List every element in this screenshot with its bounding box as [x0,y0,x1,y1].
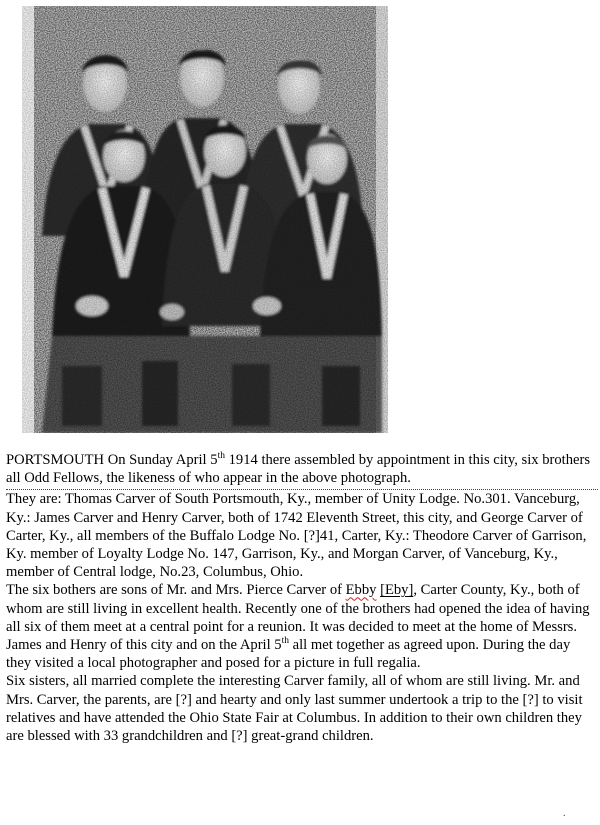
photograph-image [22,6,388,433]
intro-part-3: six brothers all Odd Fellows, the likeness of who appear in the above photograph. [6,452,591,487]
bracketed-correction: [Eby] [380,582,414,599]
parents-part-2: , Carter County, Ky., both of whom are still living in excellent health. Recently one of the brothers had opened the idea of having all six of them meet at a central point for a reunion. It was decided to meet at the home of Messrs. James and Henry of this city and on the April 5 [6,582,590,654]
ordinal-suffix: th [217,451,225,462]
paragraph-parents [6,581,598,672]
group-photograph [22,6,388,433]
paragraph-intro [6,451,598,487]
parents-part-3: all met together as agreed upon. During the day they visited a local photographer and posed for a picture in full regalia. [6,637,571,672]
intro-part-1: PORTSMOUTH On Sunday April 5 [6,452,218,468]
paragraph-brothers: They are: Thomas Carver of South Portsmouth, Ky., member of Unity Lodge. No.301. Vanceburg, Ky.: James Carver and Henry Carver, both of 1742 Eleventh Street, this city, and George Carver of Carter, Ky., all members of the Buffalo Lodge No. [?]41, Carter, Ky.: Theodore Carver of Garrison, Ky. member of Loyalty Lodge No. 147, Garrison, Ky., and Morgan Carver, of Vanceburg, Ky., member of Central lodge, No.23, Columbus, Ohio. [6,491,587,581]
intro-part-2: 1914 there assembled by appointment in this city, [224,452,522,468]
parents-part-1: The six bothers are sons of Mr. and Mrs. Pierce Carver of [6,582,346,599]
article-text [6,451,598,745]
misspelled-word: Ebby [345,582,377,599]
paragraph-sisters: Six sisters, all married complete the interesting Carver family, all of whom are still living. Mr. and Mrs. Carver, the parents, are [?] and hearty and only last summer undertook a trip to the [?] to visit relatives and have attended the Ohio State Fair at Columbus. In addition to their own children they are blessed with 33 grandchildren and [?] great-grand children. [6,673,583,745]
ordinal-suffix: th [281,636,289,647]
page-mark: . [563,808,566,819]
